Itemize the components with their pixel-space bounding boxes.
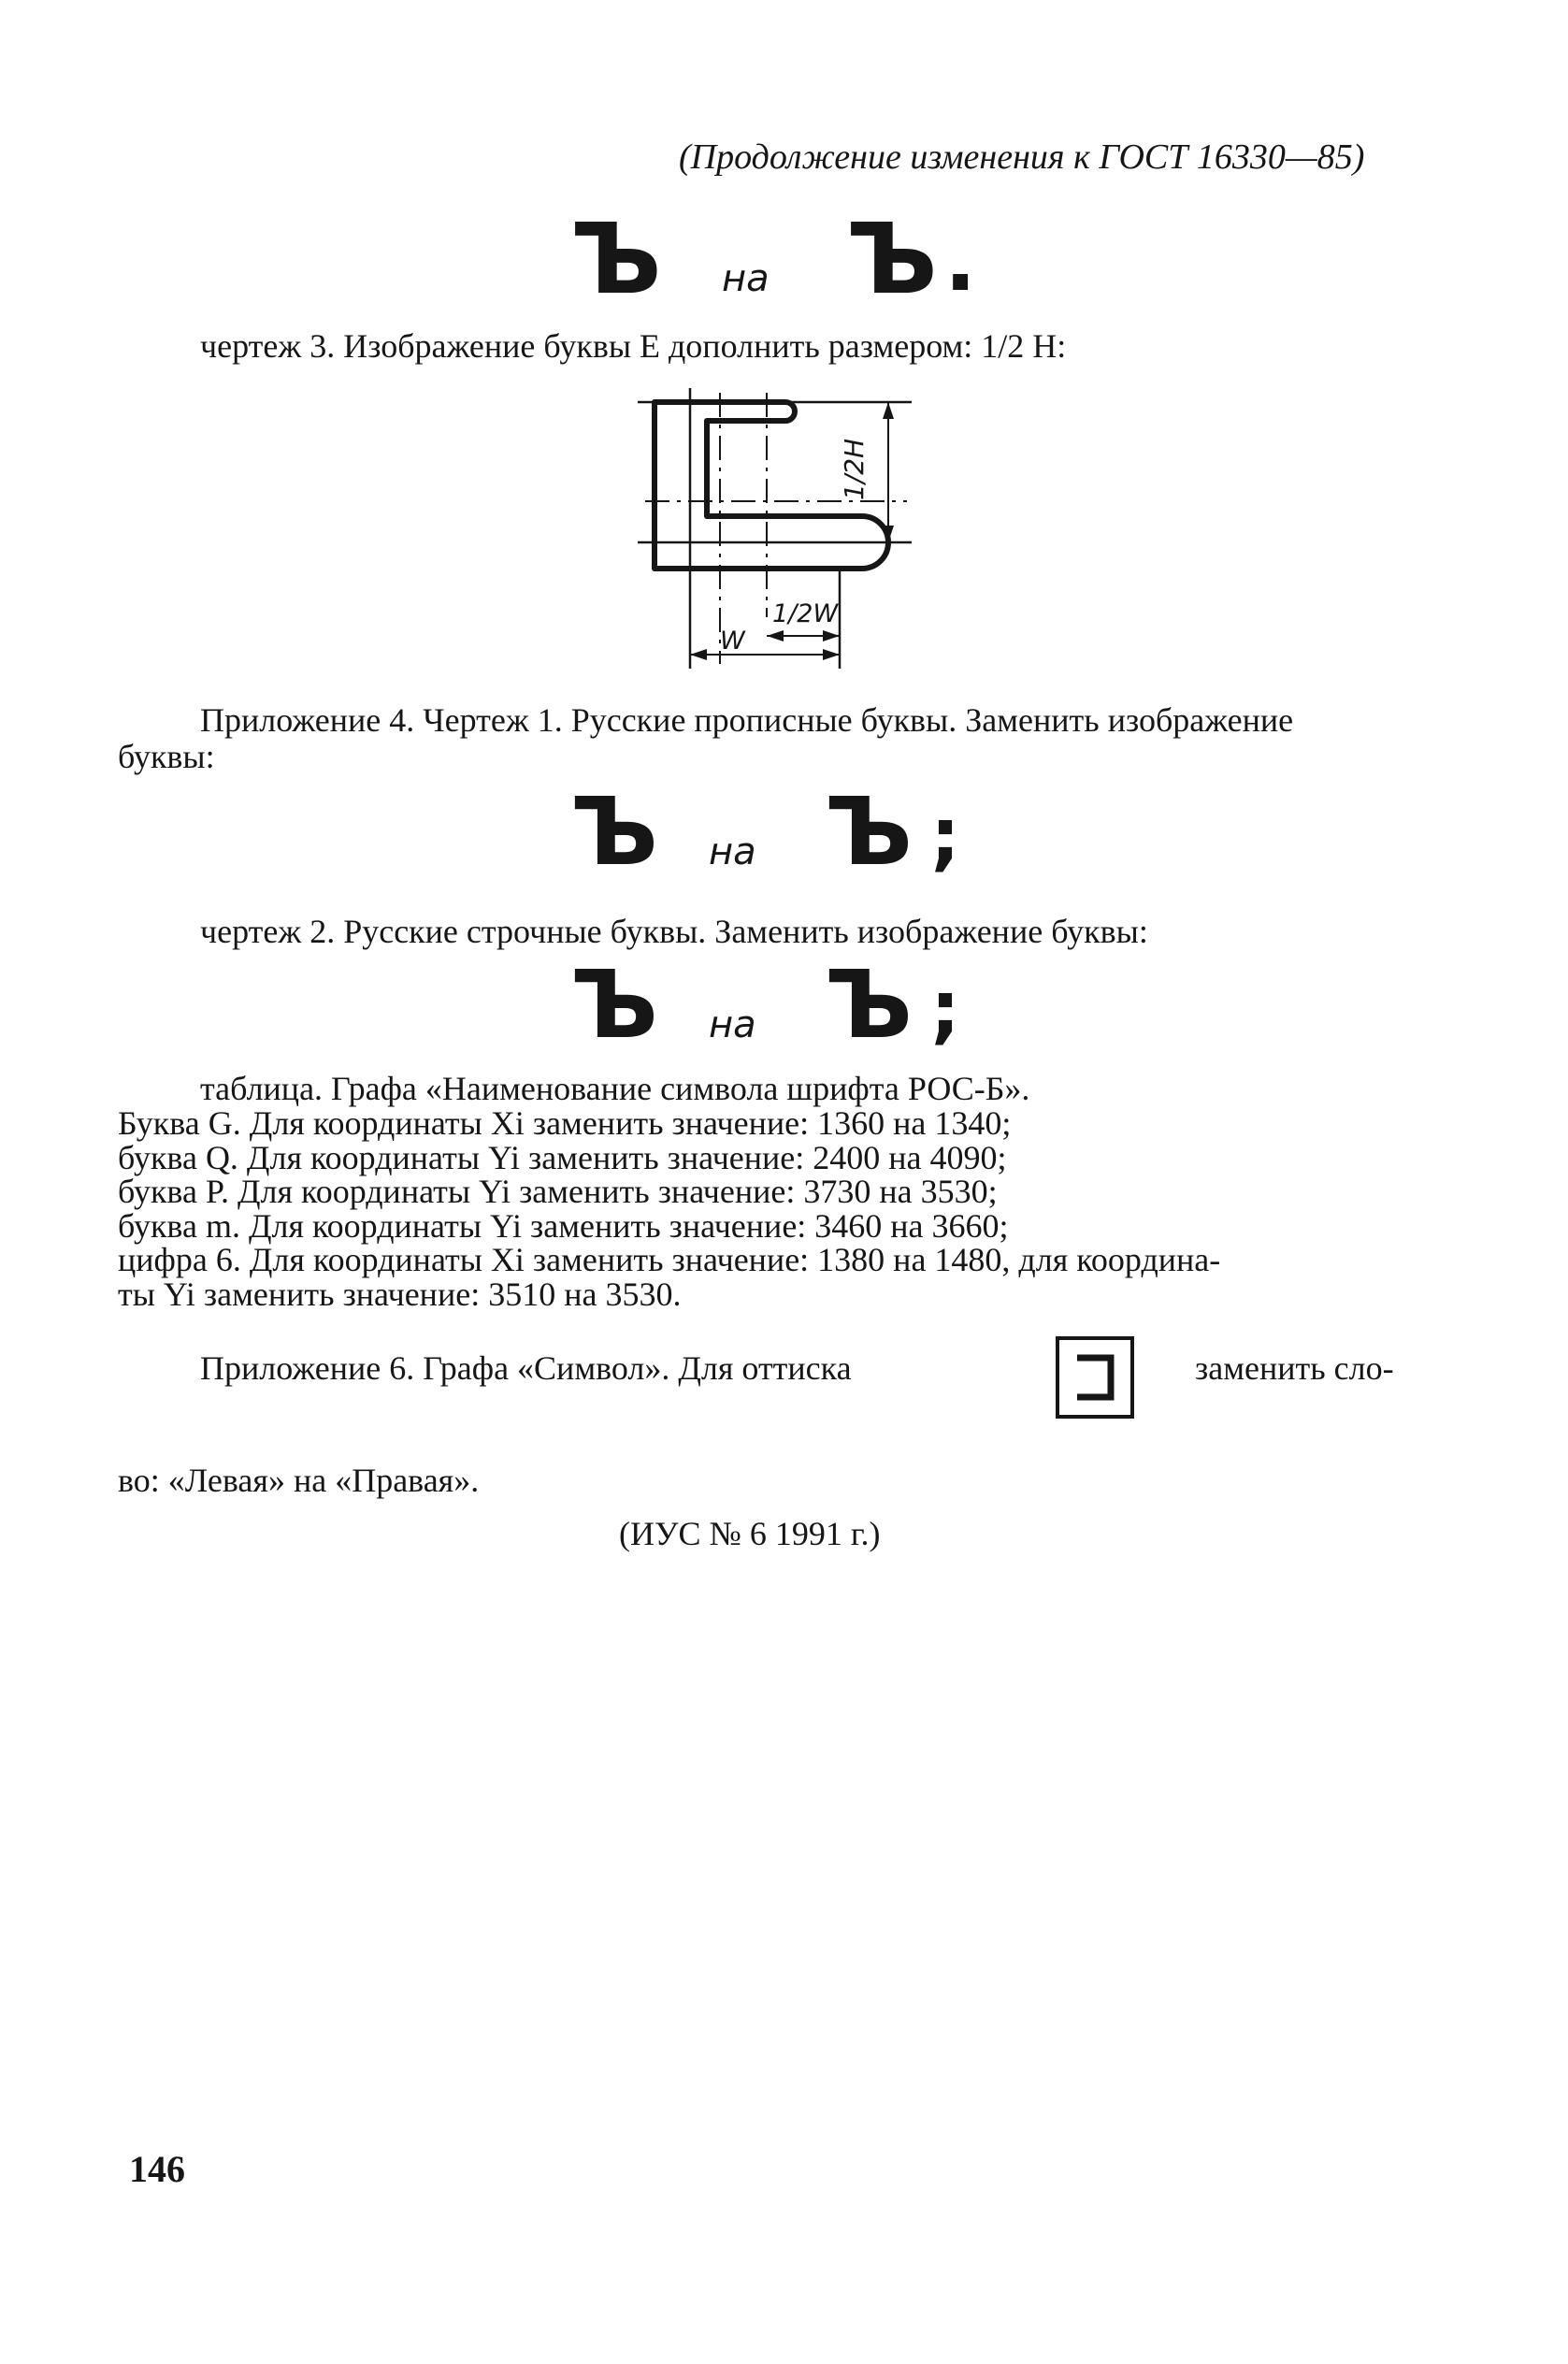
drawing3-text: чертеж 3. Изображение буквы Е дополнить размером: 1/2 Н: [200, 327, 1067, 365]
right-bracket-symbol-stamp [1055, 1335, 1135, 1420]
replacement-word: на [722, 257, 770, 300]
glyph-row-punctuation: ; [930, 965, 960, 1052]
old-hard-sign-glyph: Ъ [570, 950, 658, 1059]
continuation-header: (Продолжение изменения к ГОСТ 16330—85) [679, 137, 1365, 177]
appendix6-continuation: во: «Левая» на «Правая». [118, 1462, 480, 1499]
table-change-line: буква Q. Для координаты Yi заменить значение: 2400 на 4090; [118, 1138, 1007, 1176]
table-change-line: цифра 6. Для координаты Xi заменить значение: 1380 на 1480, для координа- [118, 1241, 1221, 1278]
appendix4-line-2: буквы: [118, 738, 215, 775]
table-changes-list [118, 1106, 1220, 1311]
new-hard-sign-glyph: Ъ [825, 950, 913, 1059]
replacement-word: на [709, 1003, 756, 1046]
half-width-label: 1/2W [772, 599, 839, 628]
width-label: W [720, 627, 745, 656]
appendix4-line-1: Приложение 4. Чертеж 1. Русские прописные буквы. Заменить изображение [200, 701, 1294, 739]
table-change-line: Буква G. Для координаты Xi заменить значение: 1360 на 1340; [118, 1104, 1012, 1142]
source-reference: (ИУС № 6 1991 г.) [619, 1515, 881, 1552]
drawing2-text: чертеж 2. Русские строчные буквы. Заменить изображение буквы: [200, 913, 1148, 950]
glyph-replacement-row-2 [570, 777, 963, 888]
glyph-replacement-row-3 [570, 950, 963, 1061]
table-change-line: буква P. Для координаты Yi заменить значение: 3730 на 3530; [118, 1173, 998, 1210]
letter-e-dimension-drawing [626, 383, 926, 678]
appendix6-text-before: Приложение 6. Графа «Символ». Для оттиска [200, 1349, 852, 1387]
new-hard-sign-glyph: Ъ [846, 202, 938, 316]
appendix6-text-after: заменить сло- [1195, 1349, 1394, 1387]
glyph-replacement-row-1 [570, 202, 977, 316]
old-hard-sign-glyph: Ъ [570, 202, 662, 316]
table-change-line: буква m. Для координаты Yi заменить значение: 3460 на 3660; [118, 1206, 1009, 1245]
replacement-word: на [709, 830, 756, 873]
new-hard-sign-glyph: Ъ [825, 777, 913, 886]
table-change-line: ты Yi заменить значение: 3510 на 3530. [118, 1275, 682, 1313]
half-height-label: 1/2H [839, 438, 870, 500]
glyph-row-punctuation: ; [930, 792, 960, 879]
page-number: 146 [129, 2148, 185, 2190]
glyph-row-punctuation: . [944, 212, 977, 310]
table-intro: таблица. Графа «Наименование символа шрифта РОС-Б». [200, 1070, 1030, 1107]
old-hard-sign-glyph: Ъ [570, 777, 658, 886]
